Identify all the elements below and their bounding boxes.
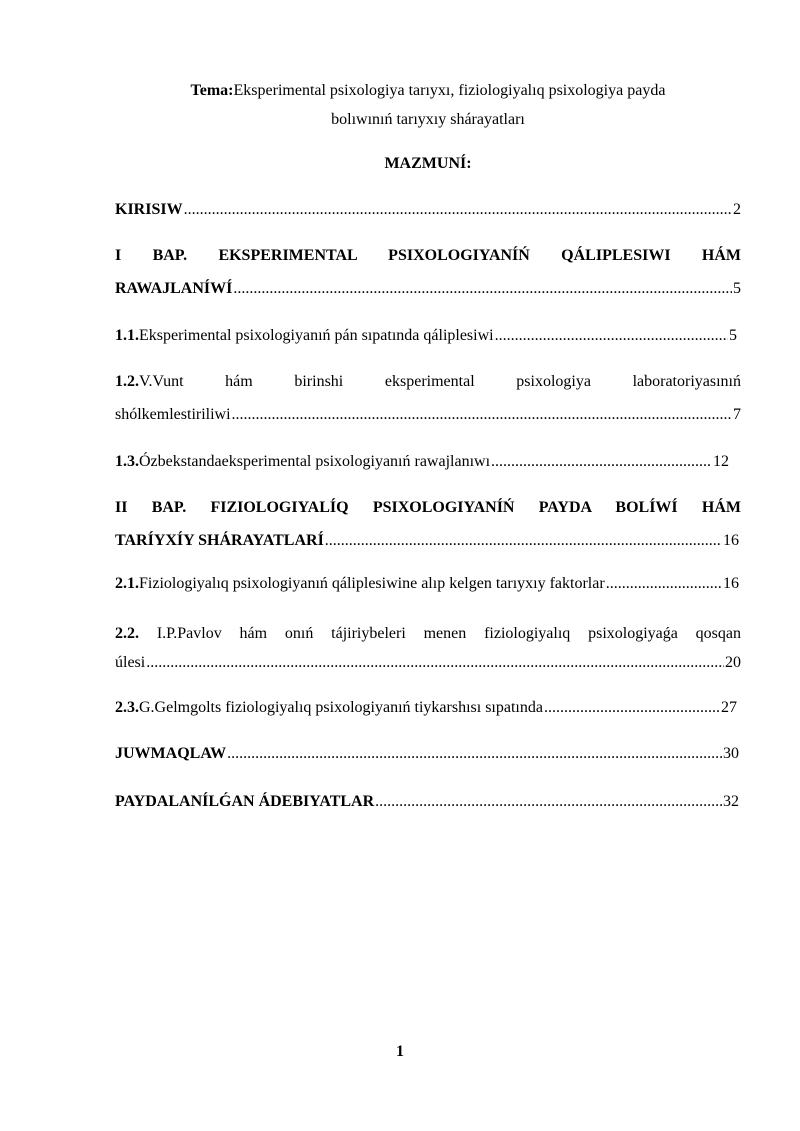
- toc-entry-text: Eksperimental psixologiyanıń pán sıpatında qáliplesiwi: [139, 327, 494, 344]
- dot-leader: [232, 403, 732, 427]
- toc-page-number: 16: [723, 575, 739, 592]
- toc-page-number: 20: [725, 654, 741, 671]
- page-number: 1: [396, 1043, 404, 1060]
- toc-page-number: 7: [733, 406, 741, 423]
- toc-entry-2-3[interactable]: [115, 696, 737, 720]
- title-line-1: [115, 76, 741, 105]
- toc-page-number: 30: [723, 745, 739, 762]
- toc-entry-1-2[interactable]: [115, 370, 741, 427]
- dot-leader: [184, 198, 732, 222]
- toc-entry-text-line1: I BAP. EKSPERIMENTAL PSIXOLOGIYANÍŃ QÁLIPLESIWI HÁM: [115, 247, 741, 264]
- toc-entry-text: Fiziologiyalıq psixologiyanıń qáliplesiwine alıp kelgen tarıyxıy faktorlar: [139, 575, 605, 592]
- toc-entry-text-line2: TARÍYXÍY SHÁRAYATLARÍ: [115, 532, 324, 549]
- toc-page-number: 2: [733, 201, 741, 218]
- dot-leader: [544, 696, 720, 720]
- toc-entry-text-line2: shólkemlestiriliwi: [115, 406, 231, 423]
- toc-entry-text: Ózbekstandaeksperimental psixologiyanıń rawajlanıwı: [139, 453, 491, 470]
- toc-page-number: 5: [733, 280, 741, 297]
- toc-entry-2-2[interactable]: [115, 622, 741, 675]
- toc-heading: MAZMUNÍ:: [384, 155, 472, 172]
- toc-page-number: 16: [723, 532, 739, 549]
- dot-leader: [146, 651, 724, 675]
- toc-page-number: 27: [721, 699, 737, 716]
- toc-entry-1-3[interactable]: [115, 450, 729, 474]
- section-number: 1.2.: [115, 373, 139, 390]
- toc-entry-kirisiw[interactable]: [115, 198, 741, 222]
- dot-leader: [375, 790, 722, 814]
- toc-entry-text: KIRISIW: [115, 201, 183, 218]
- title-line-2: bolıwınıń tarıyxıy shárayatları: [331, 111, 525, 128]
- toc-entry-2-1[interactable]: [115, 572, 739, 596]
- toc-page-number: 12: [713, 453, 729, 470]
- section-number: 2.3.: [115, 699, 139, 716]
- toc-entry-text: JUWMAQLAW: [115, 745, 227, 762]
- title-text-1: Eksperimental psixologiya tarıyxı, fiziologiyalıq psixologiya payda: [233, 82, 666, 99]
- toc-entry-text-line1: II BAP. FIZIOLOGIYALÍQ PSIXOLOGIYANÍŃ PAYDA BOLÍWÍ HÁM: [115, 499, 741, 516]
- toc-entry-text-line1: V.Vunt hám birinshi eksperimental psixologiya laboratoriyasınıń: [139, 373, 741, 390]
- toc-entry-text-line2: RAWAJLANÍWÍ: [115, 280, 233, 297]
- dot-leader: [227, 742, 722, 766]
- dot-leader: [495, 324, 728, 348]
- dot-leader: [491, 450, 712, 474]
- section-number: 2.2.: [115, 625, 139, 642]
- toc-entry-chapter-1[interactable]: [115, 244, 741, 301]
- section-number: 1.1.: [115, 327, 139, 344]
- toc-entry-text: PAYDALANÍLǴAN ÁDEBIYATLAR: [115, 793, 375, 810]
- section-number: 1.3.: [115, 453, 139, 470]
- toc-entry-text: G.Gelmgolts fiziologiyalıq psixologiyanıń tiykarshısı sıpatında: [139, 699, 543, 716]
- toc-page-number: 32: [723, 793, 739, 810]
- dot-leader: [233, 277, 732, 301]
- toc-entry-paydalanilgan[interactable]: [115, 790, 739, 814]
- toc-entry-juwmaqlaw[interactable]: [115, 742, 739, 766]
- toc-entry-text-line2: úlesi: [115, 654, 146, 671]
- toc-entry-1-1[interactable]: [115, 324, 737, 348]
- section-number: 2.1.: [115, 575, 139, 592]
- toc-entry-chapter-2[interactable]: [115, 496, 741, 553]
- document-title: [115, 76, 741, 134]
- toc-entry-text-line1: I.P.Pavlov hám onıń tájiriybeleri menen fiziologiyalıq psixologiyaǵa qosqan: [139, 625, 741, 642]
- toc-page-number: 5: [729, 327, 737, 344]
- dot-leader: [325, 529, 722, 553]
- dot-leader: [606, 572, 722, 596]
- title-label: Tema:: [190, 82, 234, 99]
